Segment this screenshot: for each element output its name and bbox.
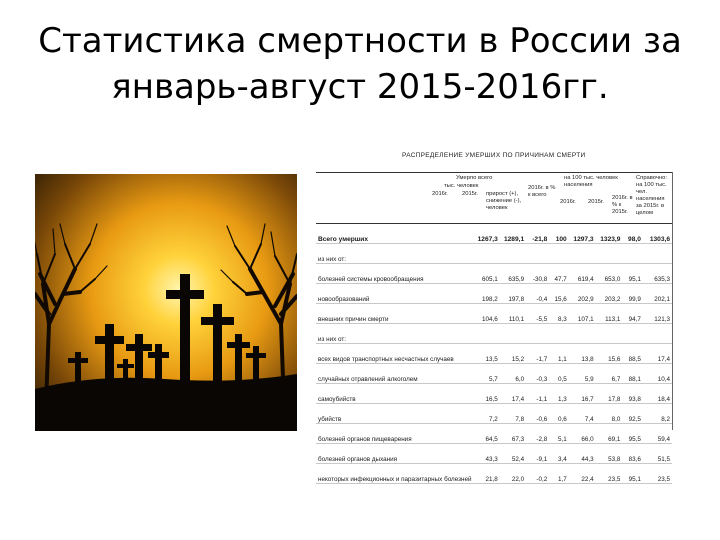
row-value: 7,2	[473, 404, 499, 424]
header-col-2016-pct: 2016г. в % к всего	[528, 185, 556, 198]
row-value: -9,1	[526, 444, 549, 464]
table-row	[316, 224, 672, 244]
row-value	[526, 244, 549, 264]
row-value: 64,5	[473, 424, 499, 444]
row-value	[643, 244, 672, 264]
row-value: 95,1	[622, 464, 642, 484]
row-value: 8,3	[549, 304, 568, 324]
row-value: 10,4	[643, 364, 672, 384]
row-value: 17,4	[643, 344, 672, 364]
row-value	[473, 324, 499, 344]
table-row	[316, 344, 672, 364]
row-value: 92,5	[622, 404, 642, 424]
row-value: 605,1	[473, 264, 499, 284]
row-value: 95,5	[622, 424, 642, 444]
row-value: -0,4	[526, 284, 549, 304]
row-value: 88,5	[622, 344, 642, 364]
row-value: 94,7	[622, 304, 642, 324]
row-label: болезней органов пищеварения	[316, 424, 473, 444]
row-label: некоторых инфекционных и паразитарных болезней	[316, 464, 473, 484]
row-label: болезней органов дыхания	[316, 444, 473, 464]
row-value: 7,8	[500, 404, 526, 424]
row-value: 23,5	[596, 464, 623, 484]
row-value: 59,4	[643, 424, 672, 444]
row-value: 47,7	[549, 264, 568, 284]
row-value: 203,2	[596, 284, 623, 304]
row-value: 22,0	[500, 464, 526, 484]
table-header	[316, 172, 672, 224]
table-row	[316, 444, 672, 464]
row-value: 1267,3	[473, 224, 499, 244]
row-value: 5,9	[569, 364, 596, 384]
row-value: 198,2	[473, 284, 499, 304]
row-value: 5,1	[549, 424, 568, 444]
header-col-2016: 2016г.	[432, 191, 448, 197]
row-value: 107,1	[569, 304, 596, 324]
row-label: всех видов транспортных несчастных случаев	[316, 344, 473, 364]
row-value: -21,8	[526, 224, 549, 244]
row-value: 6,7	[596, 364, 623, 384]
row-value: 88,1	[622, 364, 642, 384]
sunset-cemetery-crosses-image	[35, 174, 297, 431]
row-value: 619,4	[569, 264, 596, 284]
row-label: случайных отравлений алкоголем	[316, 364, 473, 384]
row-value	[473, 244, 499, 264]
row-value: 0,6	[549, 404, 568, 424]
row-value: 1,3	[549, 384, 568, 404]
row-value	[569, 244, 596, 264]
row-label: убийств	[316, 404, 473, 424]
row-value: 52,4	[500, 444, 526, 464]
row-value: 17,8	[596, 384, 623, 404]
row-value: 17,4	[500, 384, 526, 404]
row-value: 99,9	[622, 284, 642, 304]
row-label: новообразований	[316, 284, 473, 304]
row-value: 66,0	[569, 424, 596, 444]
row-value: 67,3	[500, 424, 526, 444]
row-value: 22,4	[569, 464, 596, 484]
row-value: 5,7	[473, 364, 499, 384]
row-value: 1,7	[549, 464, 568, 484]
header-group1-sub: тыс. человек	[444, 183, 479, 189]
row-value	[500, 324, 526, 344]
row-value: 202,1	[643, 284, 672, 304]
row-label: самоубийств	[316, 384, 473, 404]
row-value: -1,1	[526, 384, 549, 404]
row-value	[596, 324, 623, 344]
table-row	[316, 284, 672, 304]
row-value: 7,4	[569, 404, 596, 424]
header-group3: Справочно: на 100 тыс. чел. населения за 2015г. в целом	[636, 175, 667, 216]
row-value: 93,8	[622, 384, 642, 404]
row-label: болезней системы кровообращения	[316, 264, 473, 284]
row-value: 113,1	[596, 304, 623, 324]
row-label: внешних причин смерти	[316, 304, 473, 324]
row-value: 121,3	[643, 304, 672, 324]
row-value: -0,6	[526, 404, 549, 424]
mortality-table	[316, 224, 672, 484]
row-value: -30,8	[526, 264, 549, 284]
table-row	[316, 324, 672, 344]
row-label: из них от:	[316, 324, 473, 344]
row-value	[549, 324, 568, 344]
table-row	[316, 364, 672, 384]
table-row	[316, 304, 672, 324]
row-value: 13,8	[569, 344, 596, 364]
row-value	[526, 324, 549, 344]
header-col-2015: 2015г.	[462, 191, 478, 197]
row-value: 43,3	[473, 444, 499, 464]
row-value: -5,5	[526, 304, 549, 324]
row-value	[569, 324, 596, 344]
row-value: 1323,9	[596, 224, 623, 244]
row-value: 110,1	[500, 304, 526, 324]
row-value: 635,3	[643, 264, 672, 284]
row-value: 16,5	[473, 384, 499, 404]
table-row	[316, 244, 672, 264]
row-value: 1,1	[549, 344, 568, 364]
row-value: 13,5	[473, 344, 499, 364]
row-value	[549, 244, 568, 264]
row-value: 44,3	[569, 444, 596, 464]
row-value: 6,0	[500, 364, 526, 384]
row-value: 98,0	[622, 224, 642, 244]
row-value	[500, 244, 526, 264]
row-value: 1303,6	[643, 224, 672, 244]
row-value: 23,5	[643, 464, 672, 484]
row-value: 69,1	[596, 424, 623, 444]
row-value: 1297,3	[569, 224, 596, 244]
row-value: 635,9	[500, 264, 526, 284]
row-value: -2,8	[526, 424, 549, 444]
row-value: 653,0	[596, 264, 623, 284]
row-label: из них от:	[316, 244, 473, 264]
mortality-statistics-document	[316, 152, 676, 483]
header-group2: на 100 тыс. человек населения	[564, 175, 618, 188]
row-value: 15,6	[549, 284, 568, 304]
slide-title-line-2: январь-август 2015-2016гг.	[111, 67, 609, 107]
document-heading: РАСПРЕДЕЛЕНИЕ УМЕРШИХ ПО ПРИЧИНАМ СМЕРТИ	[402, 152, 586, 159]
row-value: -1,7	[526, 344, 549, 364]
table-row	[316, 264, 672, 284]
row-value: 95,1	[622, 264, 642, 284]
table-row	[316, 424, 672, 444]
row-value: 53,8	[596, 444, 623, 464]
table-row	[316, 404, 672, 424]
table-row	[316, 464, 672, 484]
row-label: Всего умерших	[316, 224, 473, 244]
row-value: 83,6	[622, 444, 642, 464]
row-value: 51,5	[643, 444, 672, 464]
row-value: 197,8	[500, 284, 526, 304]
slide-title-line-1: Статистика смертности в России за	[38, 21, 682, 61]
row-value	[622, 244, 642, 264]
row-value: 1289,1	[500, 224, 526, 244]
slide-title	[0, 18, 720, 110]
header-group1: Умерло всего	[456, 175, 493, 181]
header-col-increase: прирост (+), снижение (-), человек	[486, 191, 522, 211]
row-value: 18,4	[643, 384, 672, 404]
table-row	[316, 384, 672, 404]
row-value: 8,0	[596, 404, 623, 424]
row-value: -0,3	[526, 364, 549, 384]
row-value: 0,5	[549, 364, 568, 384]
row-value	[643, 324, 672, 344]
mortality-rows	[316, 224, 672, 484]
header-col-2015b: 2015г.	[588, 199, 604, 205]
header-col-2016b: 2016г.	[560, 199, 576, 205]
row-value: 100	[549, 224, 568, 244]
row-value: 16,7	[569, 384, 596, 404]
row-value: 15,2	[500, 344, 526, 364]
row-value: 21,8	[473, 464, 499, 484]
header-col-ratio: 2016г. в % к 2015г.	[612, 195, 633, 215]
row-value	[622, 324, 642, 344]
row-value: 15,6	[596, 344, 623, 364]
row-value: -0,2	[526, 464, 549, 484]
row-value: 202,9	[569, 284, 596, 304]
row-value: 3,4	[549, 444, 568, 464]
row-value: 104,6	[473, 304, 499, 324]
row-value: 8,2	[643, 404, 672, 424]
row-value	[596, 244, 623, 264]
